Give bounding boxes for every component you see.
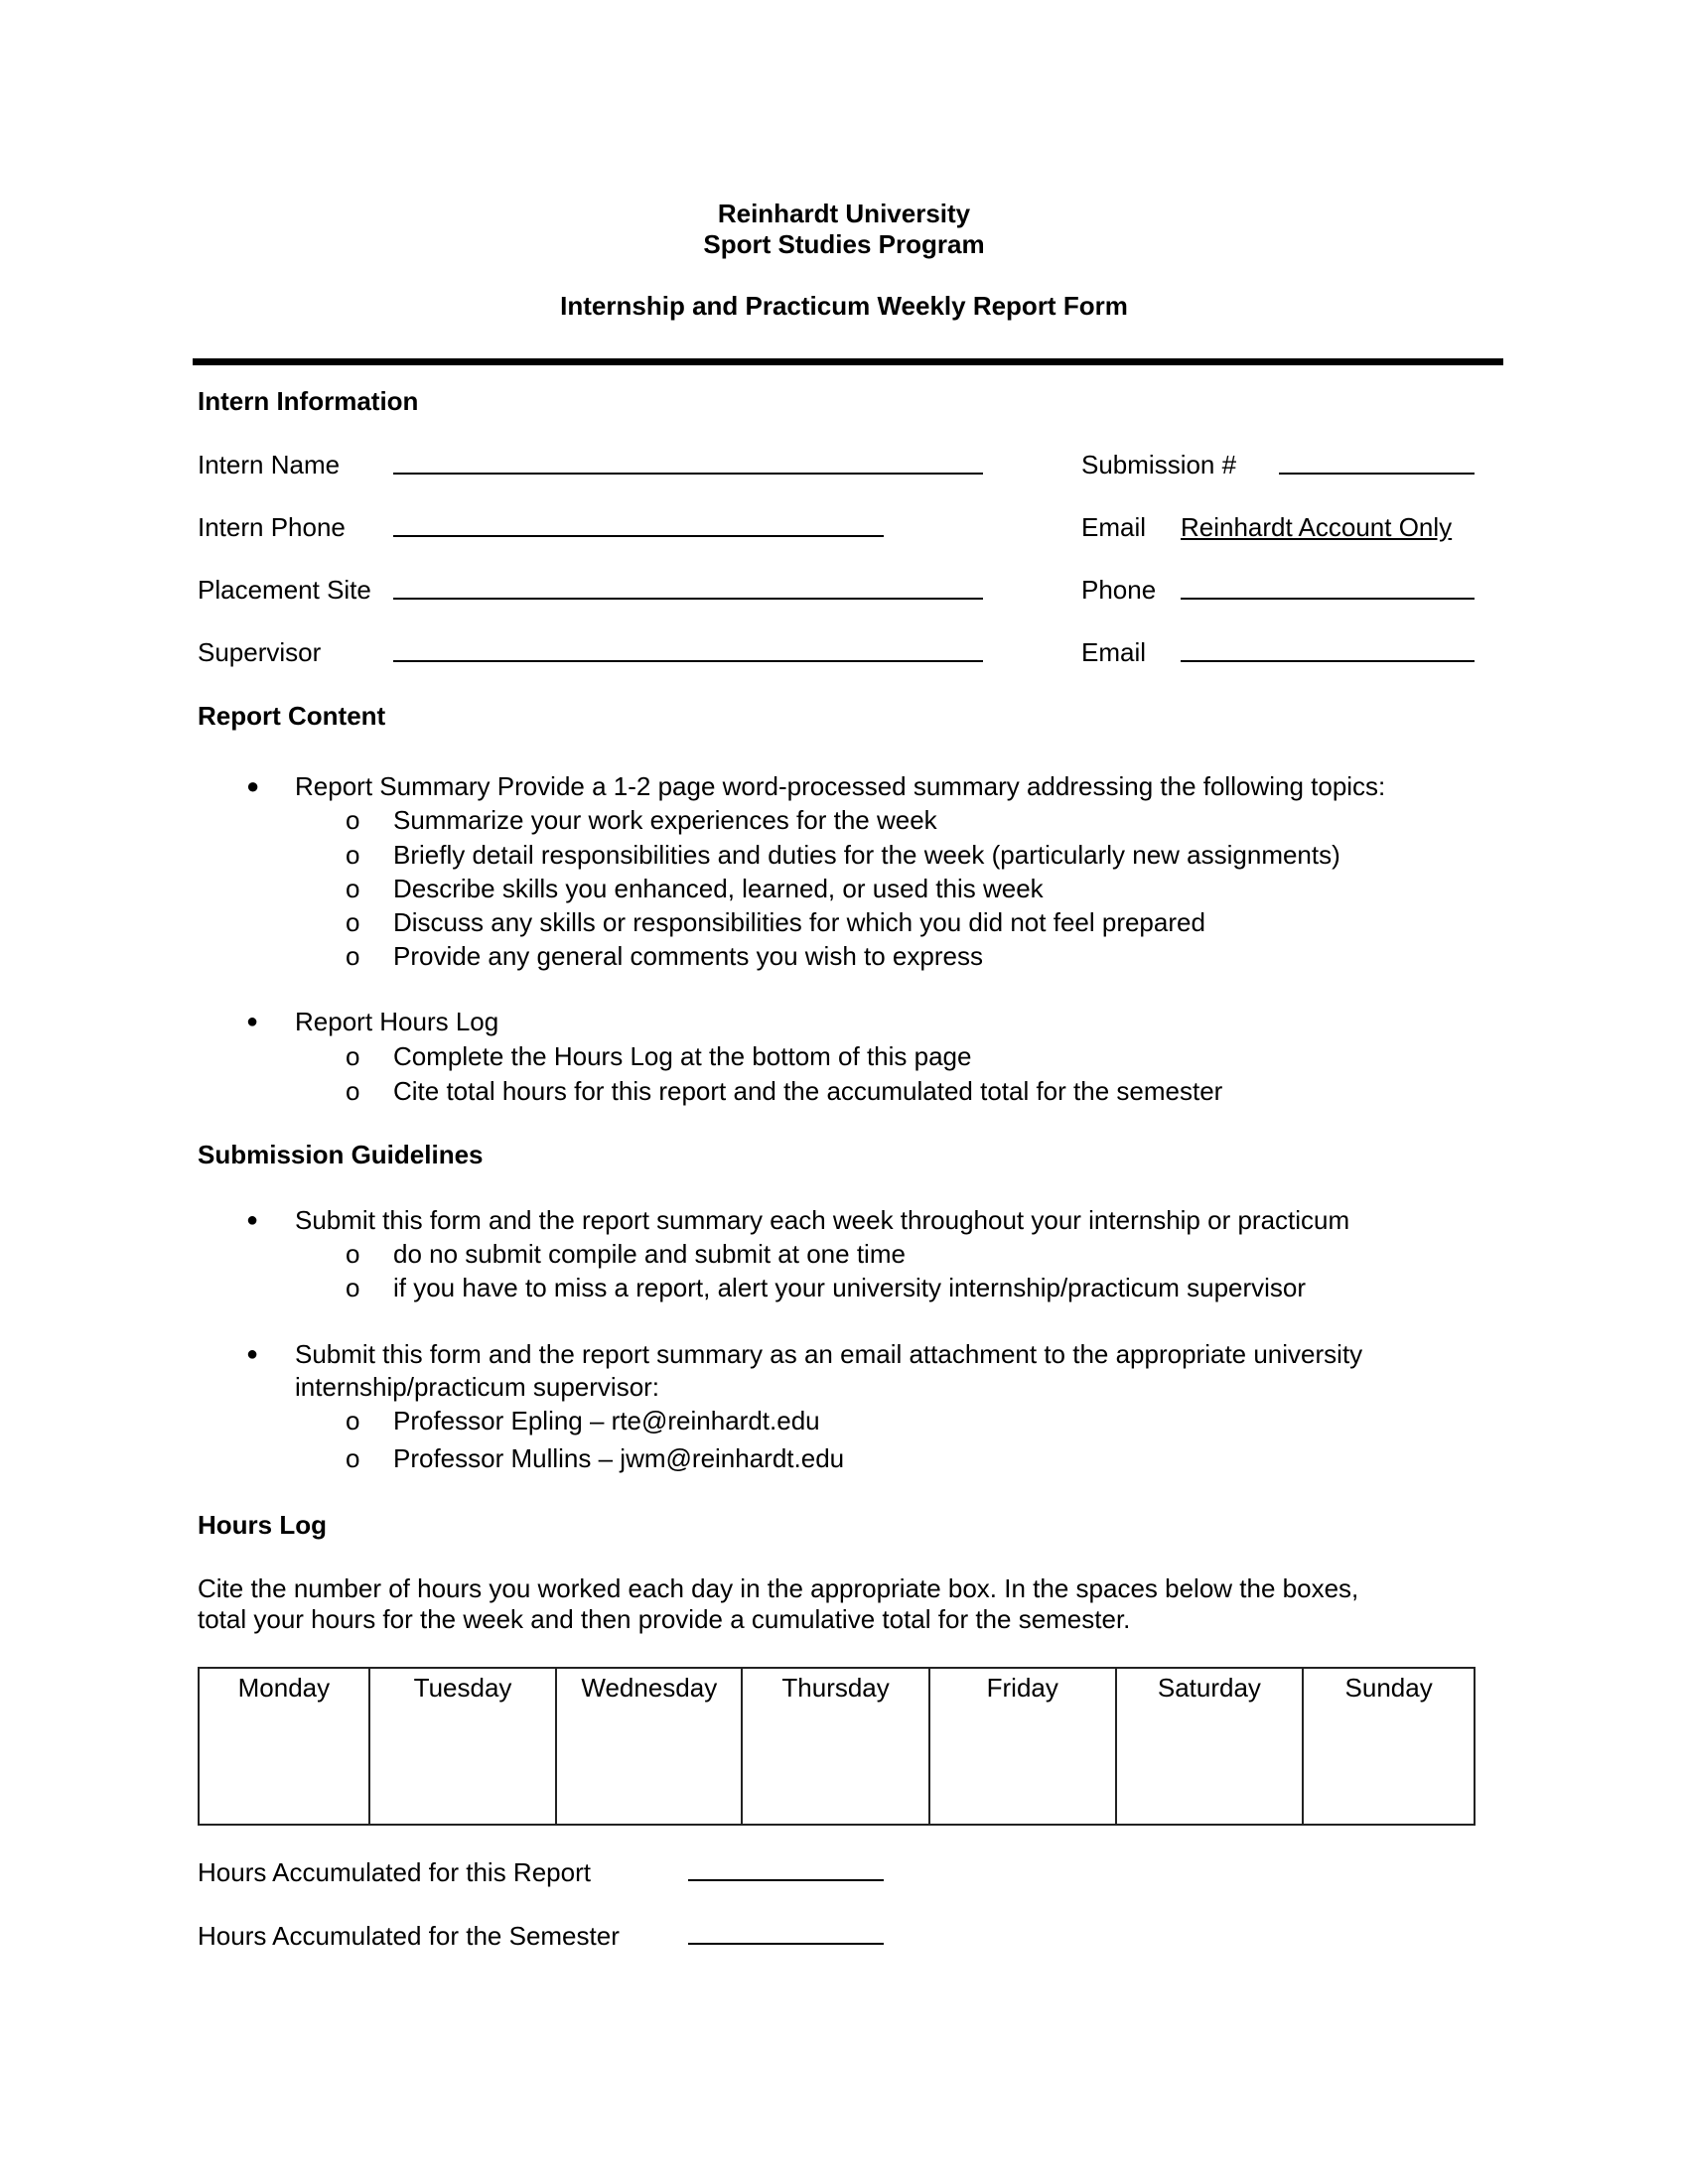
bullet-icon: ●	[246, 773, 260, 798]
sub-list-item: if you have to miss a report, alert your university internship/practicum supervisor	[393, 1273, 1307, 1302]
bullet-icon: ●	[246, 1011, 259, 1032]
day-cell-wednesday[interactable]: Wednesday	[556, 1668, 742, 1825]
form-title: Internship and Practicum Weekly Report Form	[560, 291, 1128, 321]
day-cell-sunday[interactable]: Sunday	[1303, 1668, 1475, 1825]
sub-bullet-icon: o	[346, 907, 360, 937]
list-item: Report Summary Provide a 1-2 page word-processed summary addressing the following topics:	[295, 771, 1386, 801]
sub-bullet-icon: o	[346, 1443, 360, 1473]
report-hours-field[interactable]	[688, 1879, 884, 1881]
day-cell-saturday[interactable]: Saturday	[1116, 1668, 1304, 1825]
intern-phone-field[interactable]	[393, 535, 884, 537]
hours-log-table	[198, 1667, 1476, 1826]
section-heading-submission: Submission Guidelines	[198, 1140, 484, 1169]
sub-list-item: Briefly detail responsibilities and duties for the week (particularly new assignments)	[393, 840, 1340, 870]
list-item: Report Hours Log	[295, 1007, 499, 1036]
supervisor-phone-label: Phone	[1081, 575, 1157, 605]
intern-name-label: Intern Name	[198, 450, 341, 479]
sub-bullet-icon: o	[346, 1076, 360, 1106]
supervisor-email-field[interactable]	[1181, 660, 1475, 662]
day-cell-friday[interactable]: Friday	[929, 1668, 1116, 1825]
supervisor-email-label: Email	[1081, 637, 1147, 667]
day-cell-monday[interactable]: Monday	[199, 1668, 369, 1825]
submission-number-label: Submission #	[1081, 450, 1237, 479]
bullet-icon: ●	[246, 1209, 259, 1231]
semester-hours-field[interactable]	[688, 1943, 884, 1945]
sub-bullet-icon: o	[346, 874, 360, 903]
sub-list-item: do no submit compile and submit at one time	[393, 1239, 906, 1269]
intern-phone-label: Intern Phone	[198, 512, 346, 542]
sub-bullet-icon: o	[346, 941, 360, 971]
program-name: Sport Studies Program	[703, 229, 985, 259]
sub-bullet-icon: o	[346, 1406, 360, 1435]
supervisor-contact-mullins: Professor Mullins – jwm@reinhardt.edu	[393, 1443, 845, 1473]
supervisor-label: Supervisor	[198, 637, 322, 667]
sub-bullet-icon: o	[346, 1273, 360, 1302]
sub-bullet-icon: o	[346, 1041, 360, 1071]
sub-list-item: Discuss any skills or responsibilities for which you did not feel prepared	[393, 907, 1205, 937]
intern-name-field[interactable]	[393, 473, 983, 475]
section-heading-hours-log: Hours Log	[198, 1510, 327, 1540]
day-cell-thursday[interactable]: Thursday	[742, 1668, 929, 1825]
list-item: Submit this form and the report summary each week throughout your internship or practicum	[295, 1205, 1350, 1235]
university-name: Reinhardt University	[717, 199, 971, 228]
sub-list-item: Summarize your work experiences for the week	[393, 805, 937, 835]
sub-bullet-icon: o	[346, 805, 360, 835]
sub-bullet-icon: o	[346, 840, 360, 870]
intern-email-value: Reinhardt Account Only	[1181, 512, 1453, 542]
list-item-continued: internship/practicum supervisor:	[295, 1372, 660, 1402]
placement-site-field[interactable]	[393, 598, 983, 600]
hours-log-instructions: Cite the number of hours you worked each day in the appropriate box. In the spaces below the boxes,	[198, 1573, 1359, 1603]
list-item: Submit this form and the report summary as an email attachment to the appropriate university	[295, 1339, 1363, 1369]
sub-list-item: Cite total hours for this report and the accumulated total for the semester	[393, 1076, 1223, 1106]
section-heading-report-content: Report Content	[198, 701, 386, 731]
semester-hours-label: Hours Accumulated for the Semester	[198, 1921, 620, 1951]
placement-site-label: Placement Site	[198, 575, 371, 605]
header-rule	[193, 358, 1503, 365]
intern-email-label: Email	[1081, 512, 1147, 542]
sub-bullet-icon: o	[346, 1239, 360, 1269]
supervisor-phone-field[interactable]	[1181, 598, 1475, 600]
bullet-icon: ●	[246, 1343, 259, 1365]
submission-number-field[interactable]	[1279, 473, 1475, 475]
sub-list-item: Provide any general comments you wish to express	[393, 941, 983, 971]
hours-log-instructions-continued: total your hours for the week and then provide a cumulative total for the semester.	[198, 1604, 1131, 1634]
report-hours-label: Hours Accumulated for this Report	[198, 1857, 591, 1887]
supervisor-contact-epling: Professor Epling – rte@reinhardt.edu	[393, 1406, 820, 1435]
sub-list-item: Describe skills you enhanced, learned, or used this week	[393, 874, 1044, 903]
day-cell-tuesday[interactable]: Tuesday	[369, 1668, 557, 1825]
sub-list-item: Complete the Hours Log at the bottom of this page	[393, 1041, 972, 1071]
supervisor-field[interactable]	[393, 660, 983, 662]
section-heading-intern-info: Intern Information	[198, 386, 419, 416]
